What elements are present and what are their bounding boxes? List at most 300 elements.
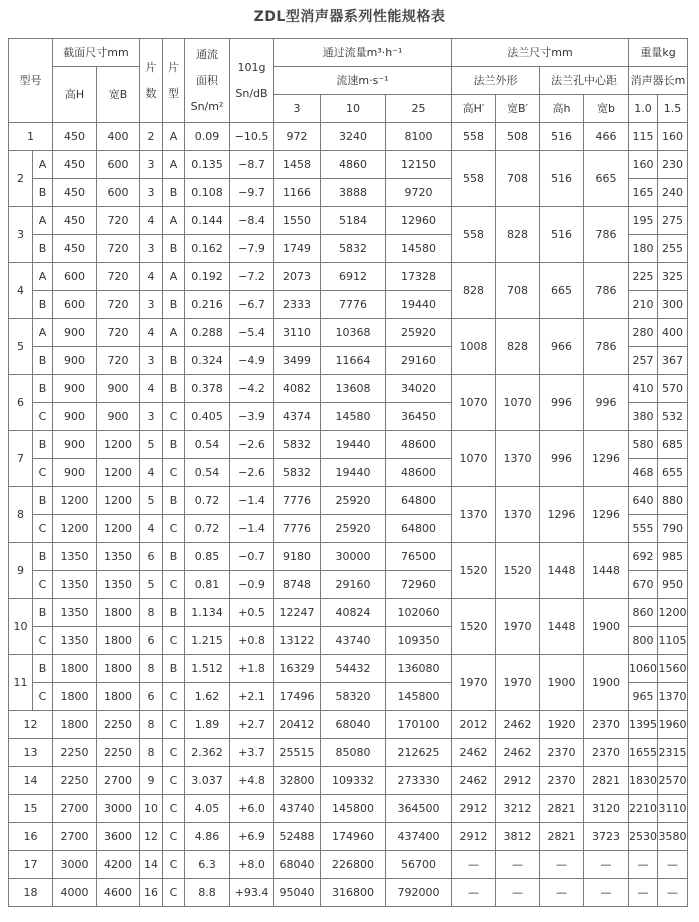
weight-10-cell: 2210 <box>629 795 658 823</box>
height-cell: 1350 <box>53 627 97 655</box>
width-cell: 1350 <box>97 543 140 571</box>
log-cell: −6.7 <box>230 291 274 319</box>
hole-height-cell: 2821 <box>540 795 584 823</box>
flow-v10-cell: 145800 <box>321 795 386 823</box>
pieces-cell: 9 <box>140 767 163 795</box>
header-v25: 25 <box>386 95 452 123</box>
flow-v3-cell: 5832 <box>274 431 321 459</box>
hole-width-cell: — <box>584 879 629 907</box>
weight-10-cell: 860 <box>629 599 658 627</box>
flow-v3-cell: 32800 <box>274 767 321 795</box>
hole-height-cell: 516 <box>540 207 584 263</box>
flow-v10-cell: 58320 <box>321 683 386 711</box>
flange-height-cell: 2912 <box>452 823 496 851</box>
flow-area-cell: 0.162 <box>185 235 230 263</box>
flange-height-cell: 1008 <box>452 319 496 375</box>
flow-v25-cell: 8100 <box>386 123 452 151</box>
flow-v10-cell: 13608 <box>321 375 386 403</box>
piece-type-cell: C <box>163 767 185 795</box>
variant-cell: A <box>33 151 53 179</box>
height-cell: 900 <box>53 375 97 403</box>
piece-type-cell: C <box>163 683 185 711</box>
table-row <box>9 207 688 235</box>
hole-height-cell: 1448 <box>540 599 584 655</box>
flange-height-cell: 558 <box>452 123 496 151</box>
height-cell: 1800 <box>53 683 97 711</box>
header-velocity: 流速m·s⁻¹ <box>274 67 452 95</box>
flange-height-cell: 1070 <box>452 375 496 431</box>
width-cell: 4200 <box>97 851 140 879</box>
width-cell: 720 <box>97 347 140 375</box>
height-cell: 1350 <box>53 599 97 627</box>
table-row <box>9 375 688 403</box>
weight-15-cell: 1200 <box>658 599 688 627</box>
weight-10-cell: 210 <box>629 291 658 319</box>
flow-v3-cell: 3110 <box>274 319 321 347</box>
model-cell: 5 <box>9 319 33 375</box>
variant-cell: A <box>33 207 53 235</box>
weight-10-cell: — <box>629 851 658 879</box>
height-cell: 900 <box>53 431 97 459</box>
variant-cell: B <box>33 375 53 403</box>
header-pieces: 片 数 <box>140 39 163 123</box>
header-height: 高H <box>53 67 97 123</box>
header-model: 型号 <box>9 39 53 123</box>
header-flange-hole: 法兰孔中心距 <box>540 67 629 95</box>
piece-type-cell: C <box>163 851 185 879</box>
weight-15-cell: 570 <box>658 375 688 403</box>
weight-15-cell: 950 <box>658 571 688 599</box>
header-log: 101g Sn/dB <box>230 39 274 123</box>
flow-area-cell: 0.144 <box>185 207 230 235</box>
header-flange-B: 宽B′ <box>496 95 540 123</box>
flange-height-cell: 1070 <box>452 431 496 487</box>
flange-height-cell: 1520 <box>452 543 496 599</box>
header-width: 宽B <box>97 67 140 123</box>
piece-type-cell: B <box>163 655 185 683</box>
flow-v3-cell: 972 <box>274 123 321 151</box>
flange-height-cell: 2462 <box>452 739 496 767</box>
flange-width-cell: 2912 <box>496 767 540 795</box>
model-cell: 18 <box>9 879 53 907</box>
width-cell: 600 <box>97 179 140 207</box>
flange-width-cell: 1370 <box>496 487 540 543</box>
log-cell: +0.5 <box>230 599 274 627</box>
flow-v10-cell: 3240 <box>321 123 386 151</box>
width-cell: 4600 <box>97 879 140 907</box>
log-cell: −1.4 <box>230 487 274 515</box>
log-cell: +4.8 <box>230 767 274 795</box>
flange-height-cell: 1970 <box>452 655 496 711</box>
flow-area-cell: 4.86 <box>185 823 230 851</box>
pieces-cell: 2 <box>140 123 163 151</box>
flow-v3-cell: 16329 <box>274 655 321 683</box>
model-cell: 8 <box>9 487 33 543</box>
header-flange-outer: 法兰外形 <box>452 67 540 95</box>
flange-width-cell: 1070 <box>496 375 540 431</box>
height-cell: 2700 <box>53 823 97 851</box>
weight-15-cell: 160 <box>658 123 688 151</box>
weight-15-cell: 880 <box>658 487 688 515</box>
log-cell: −4.2 <box>230 375 274 403</box>
flow-v10-cell: 19440 <box>321 459 386 487</box>
flow-v25-cell: 9720 <box>386 179 452 207</box>
hole-height-cell: 996 <box>540 375 584 431</box>
model-cell: 11 <box>9 655 33 711</box>
height-cell: 450 <box>53 235 97 263</box>
flow-v10-cell: 174960 <box>321 823 386 851</box>
table-row <box>9 263 688 291</box>
pieces-cell: 3 <box>140 179 163 207</box>
flow-v10-cell: 7776 <box>321 291 386 319</box>
piece-type-cell: C <box>163 823 185 851</box>
flow-v3-cell: 43740 <box>274 795 321 823</box>
flow-area-cell: 0.85 <box>185 543 230 571</box>
model-cell: 17 <box>9 851 53 879</box>
pieces-cell: 3 <box>140 403 163 431</box>
table-row <box>9 851 688 879</box>
weight-10-cell: 160 <box>629 151 658 179</box>
piece-type-cell: B <box>163 431 185 459</box>
hole-width-cell: 1448 <box>584 543 629 599</box>
hole-width-cell: 1296 <box>584 431 629 487</box>
weight-15-cell: 2315 <box>658 739 688 767</box>
header-len-15: 1.5 <box>658 95 688 123</box>
weight-15-cell: — <box>658 879 688 907</box>
variant-cell: B <box>33 599 53 627</box>
flow-v25-cell: 25920 <box>386 319 452 347</box>
flow-v10-cell: 316800 <box>321 879 386 907</box>
flow-v10-cell: 3888 <box>321 179 386 207</box>
flange-width-cell: 1970 <box>496 599 540 655</box>
flange-width-cell: 1520 <box>496 543 540 599</box>
flow-v25-cell: 72960 <box>386 571 452 599</box>
flow-v25-cell: 17328 <box>386 263 452 291</box>
weight-10-cell: 115 <box>629 123 658 151</box>
hole-height-cell: 1900 <box>540 655 584 711</box>
flow-v25-cell: 64800 <box>386 515 452 543</box>
flow-v3-cell: 17496 <box>274 683 321 711</box>
weight-10-cell: 1655 <box>629 739 658 767</box>
log-cell: −3.9 <box>230 403 274 431</box>
pieces-cell: 4 <box>140 207 163 235</box>
piece-type-cell: B <box>163 179 185 207</box>
flow-area-cell: 0.108 <box>185 179 230 207</box>
log-cell: −2.6 <box>230 431 274 459</box>
height-cell: 900 <box>53 459 97 487</box>
table-row <box>9 823 688 851</box>
flow-v10-cell: 226800 <box>321 851 386 879</box>
height-cell: 1350 <box>53 543 97 571</box>
flow-v25-cell: 29160 <box>386 347 452 375</box>
log-cell: −2.6 <box>230 459 274 487</box>
width-cell: 1200 <box>97 459 140 487</box>
log-cell: +0.8 <box>230 627 274 655</box>
flange-width-cell: 1370 <box>496 431 540 487</box>
flow-area-cell: 0.288 <box>185 319 230 347</box>
weight-10-cell: 1830 <box>629 767 658 795</box>
width-cell: 600 <box>97 151 140 179</box>
hole-height-cell: 1296 <box>540 487 584 543</box>
hole-width-cell: 2370 <box>584 711 629 739</box>
flow-v10-cell: 10368 <box>321 319 386 347</box>
hole-width-cell: 1900 <box>584 599 629 655</box>
width-cell: 720 <box>97 263 140 291</box>
flow-v10-cell: 19440 <box>321 431 386 459</box>
model-cell: 4 <box>9 263 33 319</box>
weight-15-cell: 325 <box>658 263 688 291</box>
pieces-cell: 5 <box>140 571 163 599</box>
flow-area-cell: 8.8 <box>185 879 230 907</box>
spec-table <box>8 38 688 907</box>
hole-width-cell: — <box>584 851 629 879</box>
weight-10-cell: 468 <box>629 459 658 487</box>
flange-width-cell: — <box>496 851 540 879</box>
pieces-cell: 3 <box>140 291 163 319</box>
width-cell: 1800 <box>97 627 140 655</box>
flow-v3-cell: 7776 <box>274 487 321 515</box>
pieces-cell: 8 <box>140 599 163 627</box>
flow-area-cell: 0.09 <box>185 123 230 151</box>
width-cell: 720 <box>97 291 140 319</box>
flow-v10-cell: 14580 <box>321 403 386 431</box>
piece-type-cell: B <box>163 291 185 319</box>
weight-10-cell: 180 <box>629 235 658 263</box>
log-cell: −7.9 <box>230 235 274 263</box>
flange-width-cell: 2462 <box>496 739 540 767</box>
table-row <box>9 655 688 683</box>
log-cell: +6.9 <box>230 823 274 851</box>
piece-type-cell: B <box>163 375 185 403</box>
log-cell: +1.8 <box>230 655 274 683</box>
width-cell: 1800 <box>97 655 140 683</box>
flow-v3-cell: 1458 <box>274 151 321 179</box>
table-row <box>9 795 688 823</box>
hole-width-cell: 466 <box>584 123 629 151</box>
header-v3: 3 <box>274 95 321 123</box>
variant-cell: B <box>33 655 53 683</box>
flow-area-cell: 6.3 <box>185 851 230 879</box>
table-row <box>9 767 688 795</box>
hole-width-cell: 2821 <box>584 767 629 795</box>
hole-height-cell: 966 <box>540 319 584 375</box>
flow-v10-cell: 11664 <box>321 347 386 375</box>
pieces-cell: 12 <box>140 823 163 851</box>
log-cell: −9.7 <box>230 179 274 207</box>
log-cell: −1.4 <box>230 515 274 543</box>
model-cell: 2 <box>9 151 33 207</box>
flange-width-cell: 828 <box>496 319 540 375</box>
weight-15-cell: 2570 <box>658 767 688 795</box>
flow-v10-cell: 40824 <box>321 599 386 627</box>
height-cell: 900 <box>53 319 97 347</box>
variant-cell: C <box>33 459 53 487</box>
flow-v3-cell: 1749 <box>274 235 321 263</box>
flange-height-cell: 558 <box>452 151 496 207</box>
flow-v25-cell: 48600 <box>386 431 452 459</box>
pieces-cell: 16 <box>140 879 163 907</box>
piece-type-cell: B <box>163 235 185 263</box>
pieces-cell: 8 <box>140 739 163 767</box>
flow-v10-cell: 43740 <box>321 627 386 655</box>
header-v10: 10 <box>321 95 386 123</box>
flow-v10-cell: 54432 <box>321 655 386 683</box>
flow-v25-cell: 145800 <box>386 683 452 711</box>
flow-area-cell: 4.05 <box>185 795 230 823</box>
flow-area-cell: 1.62 <box>185 683 230 711</box>
hole-height-cell: — <box>540 879 584 907</box>
log-cell: +8.0 <box>230 851 274 879</box>
weight-15-cell: 275 <box>658 207 688 235</box>
flange-height-cell: 1520 <box>452 599 496 655</box>
log-cell: −8.4 <box>230 207 274 235</box>
header-flow-area: 通流 面积 Sn/m² <box>185 39 230 123</box>
page-title: ZDL型消声器系列性能规格表 <box>253 9 446 25</box>
flow-v10-cell: 30000 <box>321 543 386 571</box>
hole-height-cell: 996 <box>540 431 584 487</box>
flow-v25-cell: 437400 <box>386 823 452 851</box>
variant-cell: A <box>33 319 53 347</box>
log-cell: −7.2 <box>230 263 274 291</box>
flow-area-cell: 0.72 <box>185 487 230 515</box>
table-row <box>9 543 688 571</box>
hole-height-cell: 1448 <box>540 543 584 599</box>
hole-width-cell: 1900 <box>584 655 629 711</box>
flow-area-cell: 0.324 <box>185 347 230 375</box>
piece-type-cell: A <box>163 207 185 235</box>
flow-v25-cell: 170100 <box>386 711 452 739</box>
header-section-size: 截面尺寸mm <box>53 39 140 67</box>
weight-15-cell: 532 <box>658 403 688 431</box>
flow-v3-cell: 1550 <box>274 207 321 235</box>
flow-v3-cell: 68040 <box>274 851 321 879</box>
flow-v10-cell: 6912 <box>321 263 386 291</box>
table-row <box>9 123 688 151</box>
hole-height-cell: 2370 <box>540 767 584 795</box>
variant-cell: A <box>33 263 53 291</box>
flange-height-cell: 2462 <box>452 767 496 795</box>
width-cell: 1200 <box>97 515 140 543</box>
height-cell: 600 <box>53 291 97 319</box>
pieces-cell: 8 <box>140 711 163 739</box>
flange-width-cell: 3212 <box>496 795 540 823</box>
weight-10-cell: 580 <box>629 431 658 459</box>
flow-v25-cell: 19440 <box>386 291 452 319</box>
piece-type-cell: C <box>163 879 185 907</box>
weight-10-cell: 165 <box>629 179 658 207</box>
weight-10-cell: 380 <box>629 403 658 431</box>
flange-height-cell: 558 <box>452 207 496 263</box>
width-cell: 900 <box>97 403 140 431</box>
height-cell: 1800 <box>53 711 97 739</box>
flow-v25-cell: 12960 <box>386 207 452 235</box>
weight-15-cell: 1560 <box>658 655 688 683</box>
weight-10-cell: 225 <box>629 263 658 291</box>
flow-v25-cell: 364500 <box>386 795 452 823</box>
width-cell: 720 <box>97 319 140 347</box>
flow-v3-cell: 20412 <box>274 711 321 739</box>
width-cell: 720 <box>97 235 140 263</box>
header-len-10: 1.0 <box>629 95 658 123</box>
flange-width-cell: 2462 <box>496 711 540 739</box>
piece-type-cell: C <box>163 711 185 739</box>
flow-v25-cell: 76500 <box>386 543 452 571</box>
weight-10-cell: 800 <box>629 627 658 655</box>
hole-width-cell: 3120 <box>584 795 629 823</box>
weight-10-cell: 195 <box>629 207 658 235</box>
hole-height-cell: 2370 <box>540 739 584 767</box>
weight-15-cell: 255 <box>658 235 688 263</box>
pieces-cell: 6 <box>140 543 163 571</box>
flow-v25-cell: 48600 <box>386 459 452 487</box>
flow-area-cell: 0.405 <box>185 403 230 431</box>
height-cell: 2250 <box>53 767 97 795</box>
model-cell: 16 <box>9 823 53 851</box>
piece-type-cell: C <box>163 739 185 767</box>
variant-cell: C <box>33 403 53 431</box>
flow-area-cell: 0.72 <box>185 515 230 543</box>
hole-width-cell: 996 <box>584 375 629 431</box>
height-cell: 1350 <box>53 571 97 599</box>
header-flange-size: 法兰尺寸mm <box>452 39 629 67</box>
model-cell: 9 <box>9 543 33 599</box>
pieces-cell: 4 <box>140 319 163 347</box>
weight-10-cell: 640 <box>629 487 658 515</box>
height-cell: 2250 <box>53 739 97 767</box>
flow-area-cell: 0.378 <box>185 375 230 403</box>
log-cell: −0.7 <box>230 543 274 571</box>
width-cell: 2700 <box>97 767 140 795</box>
log-cell: −0.9 <box>230 571 274 599</box>
flow-v25-cell: 14580 <box>386 235 452 263</box>
flow-area-cell: 2.362 <box>185 739 230 767</box>
flow-v3-cell: 4374 <box>274 403 321 431</box>
flow-v25-cell: 212625 <box>386 739 452 767</box>
header-muffler-length: 消声器长m <box>629 67 688 95</box>
pieces-cell: 5 <box>140 431 163 459</box>
variant-cell: B <box>33 431 53 459</box>
width-cell: 2250 <box>97 711 140 739</box>
table-row <box>9 711 688 739</box>
header-hole-b: 宽b <box>584 95 629 123</box>
hole-width-cell: 2370 <box>584 739 629 767</box>
table-row <box>9 739 688 767</box>
flow-v3-cell: 7776 <box>274 515 321 543</box>
piece-type-cell: C <box>163 571 185 599</box>
header-piece-type: 片 型 <box>163 39 185 123</box>
height-cell: 3000 <box>53 851 97 879</box>
log-cell: +6.0 <box>230 795 274 823</box>
flow-v25-cell: 136080 <box>386 655 452 683</box>
flow-v25-cell: 12150 <box>386 151 452 179</box>
variant-cell: C <box>33 515 53 543</box>
hole-width-cell: 786 <box>584 207 629 263</box>
flow-v25-cell: 34020 <box>386 375 452 403</box>
log-cell: −4.9 <box>230 347 274 375</box>
flange-width-cell: 708 <box>496 151 540 207</box>
variant-cell: B <box>33 487 53 515</box>
model-cell: 10 <box>9 599 33 655</box>
height-cell: 900 <box>53 403 97 431</box>
width-cell: 1350 <box>97 571 140 599</box>
flange-height-cell: 2012 <box>452 711 496 739</box>
weight-10-cell: 670 <box>629 571 658 599</box>
pieces-cell: 10 <box>140 795 163 823</box>
weight-15-cell: 1105 <box>658 627 688 655</box>
height-cell: 4000 <box>53 879 97 907</box>
piece-type-cell: C <box>163 403 185 431</box>
variant-cell: C <box>33 683 53 711</box>
